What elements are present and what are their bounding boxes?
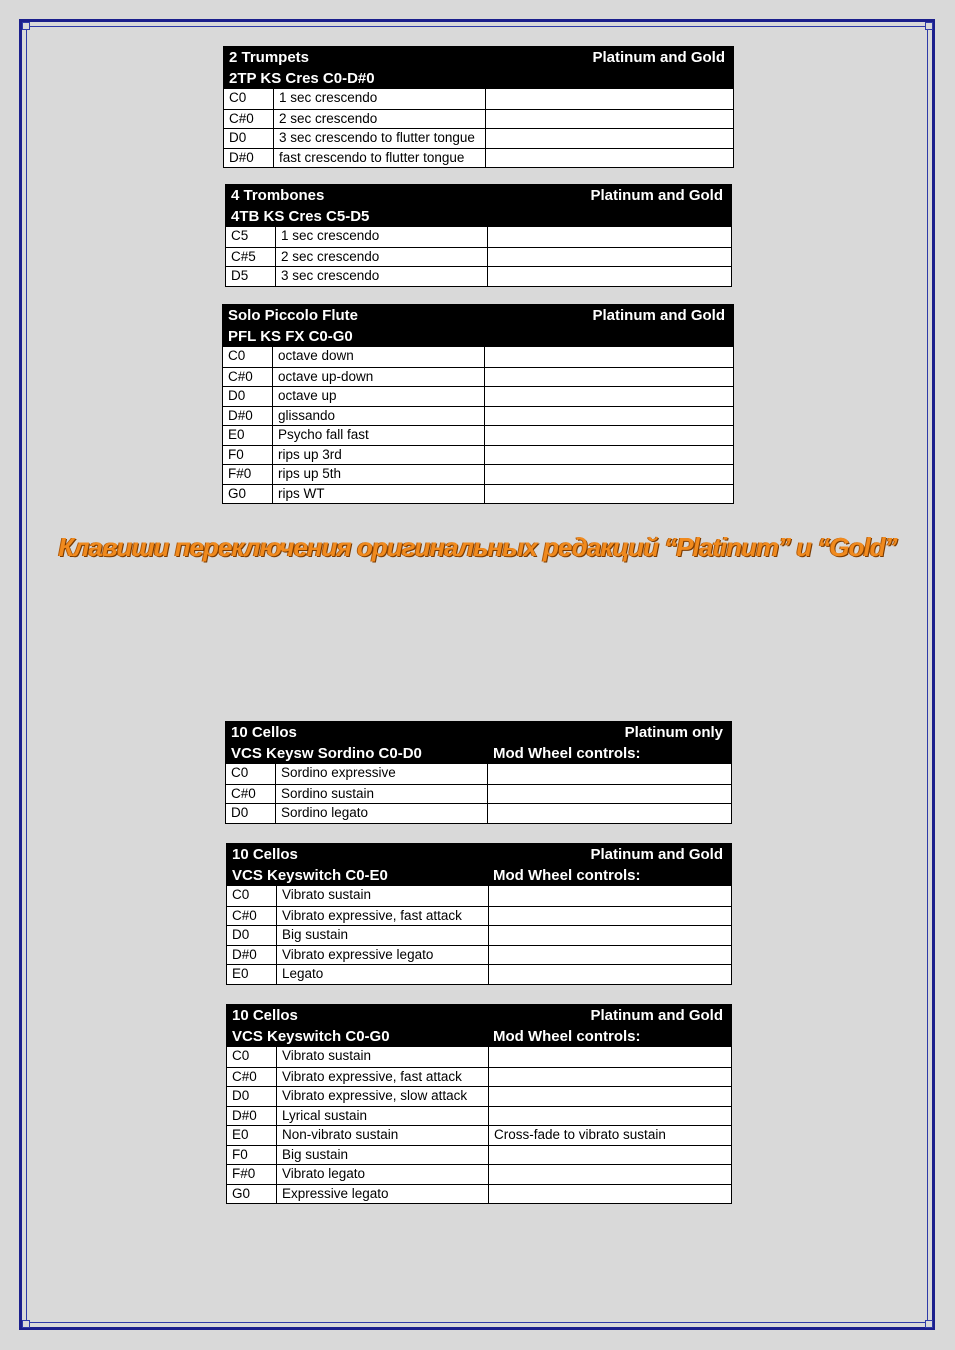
table-header xyxy=(226,185,731,227)
key-cell: D#0 xyxy=(227,946,277,965)
key-cell: C0 xyxy=(226,764,276,784)
table-row xyxy=(227,906,731,926)
articulation-cell: Sordino sustain xyxy=(276,785,488,804)
key-cell: C#5 xyxy=(226,248,276,267)
control-cell xyxy=(485,387,733,406)
patch-name: VCS Keyswitch C0-E0 xyxy=(232,867,388,884)
table-row xyxy=(223,484,733,504)
controls-label: Mod Wheel controls: xyxy=(493,867,641,884)
key-cell: C0 xyxy=(223,347,273,367)
key-cell: D#0 xyxy=(223,407,273,426)
keyswitch-table-cellos-sordino xyxy=(225,721,732,824)
articulation-cell: Vibrato sustain xyxy=(277,886,489,906)
key-cell: F0 xyxy=(223,446,273,465)
table-row xyxy=(224,148,733,168)
control-cell xyxy=(489,926,731,945)
articulation-cell: Lyrical sustain xyxy=(277,1107,489,1126)
control-cell xyxy=(485,485,733,504)
articulation-cell: 2 sec crescendo xyxy=(276,248,488,267)
control-cell xyxy=(489,907,731,926)
key-cell: G0 xyxy=(223,485,273,504)
table-row xyxy=(223,367,733,387)
articulation-cell: Vibrato expressive, fast attack xyxy=(277,1068,489,1087)
table-row xyxy=(227,1125,731,1145)
table-header xyxy=(226,722,731,764)
control-cell xyxy=(485,368,733,387)
table-header xyxy=(227,1005,731,1047)
table-row xyxy=(226,764,731,784)
instrument-title: 10 Cellos xyxy=(231,724,297,741)
keyswitch-table-piccolo xyxy=(222,304,734,504)
articulation-cell: Vibrato expressive legato xyxy=(277,946,489,965)
control-cell xyxy=(489,1047,731,1067)
control-cell xyxy=(485,465,733,484)
edition-label: Platinum and Gold xyxy=(590,187,723,204)
key-cell: D0 xyxy=(227,926,277,945)
control-cell xyxy=(489,1068,731,1087)
key-cell: E0 xyxy=(227,965,277,984)
key-cell: E0 xyxy=(227,1126,277,1145)
key-cell: C5 xyxy=(226,227,276,247)
key-cell: C#0 xyxy=(226,785,276,804)
instrument-title: 4 Trombones xyxy=(231,187,325,204)
table-row xyxy=(227,945,731,965)
control-cell xyxy=(486,110,733,129)
articulation-cell: Vibrato expressive, slow attack xyxy=(277,1087,489,1106)
articulation-cell: Big sustain xyxy=(277,926,489,945)
corner-ornament xyxy=(925,1320,933,1328)
control-cell xyxy=(489,1185,731,1204)
control-cell xyxy=(486,89,733,109)
edition-label: Platinum and Gold xyxy=(592,307,725,324)
articulation-cell: 1 sec crescendo xyxy=(276,227,488,247)
control-cell xyxy=(486,129,733,148)
control-cell xyxy=(485,407,733,426)
control-cell xyxy=(488,248,731,267)
controls-label: Mod Wheel controls: xyxy=(493,1028,641,1045)
key-cell: F#0 xyxy=(223,465,273,484)
articulation-cell: Psycho fall fast xyxy=(273,426,485,445)
key-cell: D0 xyxy=(224,129,274,148)
section-banner: Клавиши переключения оригинальных редакций “Platinum” и “Gold” xyxy=(58,532,897,562)
keyswitch-table-trumpets xyxy=(223,46,734,168)
control-cell xyxy=(489,1146,731,1165)
control-cell xyxy=(486,149,733,168)
table-row xyxy=(227,1086,731,1106)
table-row xyxy=(227,1145,731,1165)
key-cell: D#0 xyxy=(227,1107,277,1126)
articulation-cell: 3 sec crescendo xyxy=(276,267,488,286)
key-cell: C#0 xyxy=(227,1068,277,1087)
key-cell: D5 xyxy=(226,267,276,286)
table-row xyxy=(227,1184,731,1204)
articulation-cell: octave up xyxy=(273,387,485,406)
keyswitch-table-trombones xyxy=(225,184,732,287)
controls-label xyxy=(495,68,725,89)
control-cell xyxy=(488,764,731,784)
control-cell xyxy=(488,267,731,286)
key-cell: C#0 xyxy=(224,110,274,129)
control-cell xyxy=(489,1087,731,1106)
key-cell: C0 xyxy=(224,89,274,109)
control-cell xyxy=(485,446,733,465)
controls-label xyxy=(495,326,725,347)
articulation-cell: Vibrato sustain xyxy=(277,1047,489,1067)
key-cell: C#0 xyxy=(223,368,273,387)
instrument-title: Solo Piccolo Flute xyxy=(228,307,359,324)
articulation-cell: octave down xyxy=(273,347,485,367)
patch-name: 4TB KS Cres C5-D5 xyxy=(231,208,370,225)
key-cell: C0 xyxy=(227,886,277,906)
articulation-cell: Sordino expressive xyxy=(276,764,488,784)
articulation-cell: Non-vibrato sustain xyxy=(277,1126,489,1145)
articulation-cell: glissando xyxy=(273,407,485,426)
control-cell xyxy=(489,946,731,965)
key-cell: F#0 xyxy=(227,1165,277,1184)
key-cell: D0 xyxy=(223,387,273,406)
patch-name: 2TP KS Cres C0-D#0 xyxy=(229,70,375,87)
key-cell: C0 xyxy=(227,1047,277,1067)
edition-label: Platinum and Gold xyxy=(590,846,723,863)
articulation-cell: 3 sec crescendo to flutter tongue xyxy=(274,129,486,148)
corner-ornament xyxy=(925,22,933,30)
articulation-cell: rips up 3rd xyxy=(273,446,485,465)
control-cell xyxy=(489,965,731,984)
articulation-cell: rips up 5th xyxy=(273,465,485,484)
articulation-cell: 1 sec crescendo xyxy=(274,89,486,109)
table-header xyxy=(227,844,731,886)
control-cell xyxy=(485,426,733,445)
articulation-cell: Legato xyxy=(277,965,489,984)
table-row xyxy=(227,964,731,984)
articulation-cell: Vibrato legato xyxy=(277,1165,489,1184)
corner-ornament xyxy=(22,22,30,30)
articulation-cell: octave up-down xyxy=(273,368,485,387)
instrument-title: 10 Cellos xyxy=(232,1007,298,1024)
key-cell: D0 xyxy=(226,804,276,823)
key-cell: D0 xyxy=(227,1087,277,1106)
keyswitch-table-cellos-c0-e0 xyxy=(226,843,732,985)
table-row xyxy=(224,128,733,148)
control-cell xyxy=(489,886,731,906)
control-cell xyxy=(488,785,731,804)
articulation-cell: 2 sec crescendo xyxy=(274,110,486,129)
articulation-cell: rips WT xyxy=(273,485,485,504)
table-header xyxy=(223,305,733,347)
table-row xyxy=(223,445,733,465)
articulation-cell: Big sustain xyxy=(277,1146,489,1165)
table-row xyxy=(227,886,731,906)
table-row xyxy=(223,425,733,445)
articulation-cell: Sordino legato xyxy=(276,804,488,823)
instrument-title: 2 Trumpets xyxy=(229,49,310,66)
corner-ornament xyxy=(22,1320,30,1328)
keyswitch-table-cellos-c0-g0 xyxy=(226,1004,732,1204)
edition-label: Platinum only xyxy=(624,724,723,741)
table-row xyxy=(223,386,733,406)
edition-label: Platinum and Gold xyxy=(592,49,725,66)
control-cell: Cross-fade to vibrato sustain xyxy=(494,1127,666,1142)
articulation-cell: fast crescendo to flutter tongue xyxy=(274,149,486,168)
table-row xyxy=(226,784,731,804)
articulation-cell: Vibrato expressive, fast attack xyxy=(277,907,489,926)
table-row xyxy=(227,1067,731,1087)
edition-label: Platinum and Gold xyxy=(590,1007,723,1024)
articulation-cell: Expressive legato xyxy=(277,1185,489,1204)
key-cell: G0 xyxy=(227,1185,277,1204)
patch-name: PFL KS FX C0-G0 xyxy=(228,328,353,345)
table-row xyxy=(227,1106,731,1126)
control-cell xyxy=(488,227,731,247)
table-row xyxy=(226,266,731,286)
key-cell: F0 xyxy=(227,1146,277,1165)
control-cell xyxy=(489,1165,731,1184)
table-row xyxy=(226,247,731,267)
key-cell: E0 xyxy=(223,426,273,445)
control-cell xyxy=(488,804,731,823)
table-row xyxy=(224,89,733,109)
table-row xyxy=(227,1164,731,1184)
key-cell: D#0 xyxy=(224,149,274,168)
table-row xyxy=(226,227,731,247)
controls-label: Mod Wheel controls: xyxy=(493,745,641,762)
table-row xyxy=(226,803,731,823)
table-row xyxy=(224,109,733,129)
table-header xyxy=(224,47,733,89)
table-row xyxy=(223,406,733,426)
patch-name: VCS Keyswitch C0-G0 xyxy=(232,1028,390,1045)
instrument-title: 10 Cellos xyxy=(232,846,298,863)
control-cell xyxy=(489,1107,731,1126)
table-row xyxy=(223,347,733,367)
patch-name: VCS Keysw Sordino C0-D0 xyxy=(231,745,422,762)
key-cell: C#0 xyxy=(227,907,277,926)
table-row xyxy=(227,1047,731,1067)
table-row xyxy=(227,925,731,945)
controls-label xyxy=(493,206,723,227)
control-cell xyxy=(485,347,733,367)
table-row xyxy=(223,464,733,484)
